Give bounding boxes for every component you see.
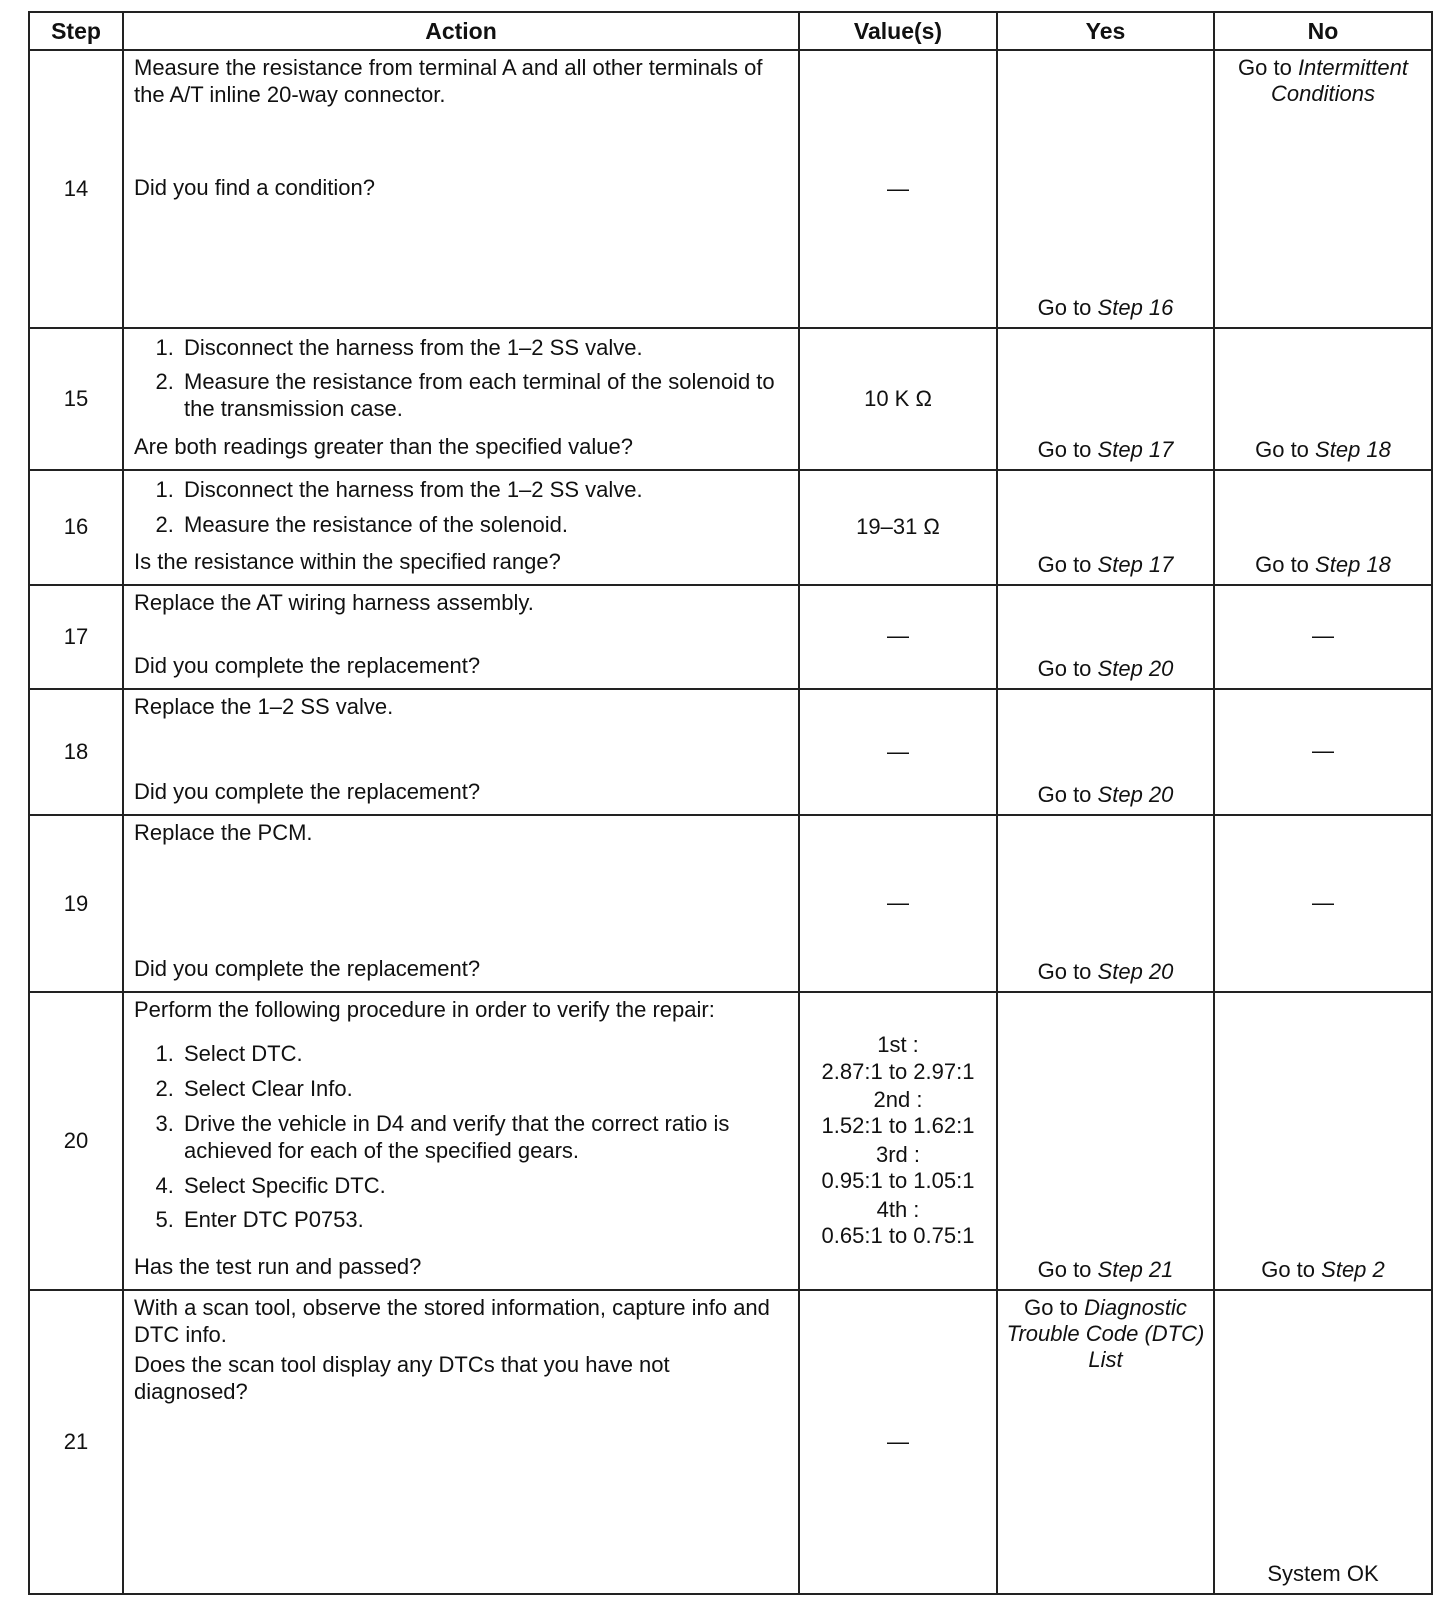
action-step: 5. Enter DTC P0753. xyxy=(180,1207,788,1234)
no-cell xyxy=(1214,1290,1432,1594)
action-steps xyxy=(134,333,788,431)
action-question: Does the scan tool display any DTCs that you have not diagnosed? xyxy=(134,1352,670,1405)
no-result: — xyxy=(1312,889,1334,915)
value-cell: — xyxy=(799,1290,997,1594)
table-row xyxy=(29,585,1432,689)
gear-ratio-list xyxy=(800,1032,996,1249)
gear-range: 0.95:1 to 1.05:1 xyxy=(821,1168,975,1194)
table-row xyxy=(29,815,1432,992)
no-cell xyxy=(1214,815,1432,992)
gear-range: 2.87:1 to 2.97:1 xyxy=(821,1058,975,1084)
action-step: 3. Drive the vehicle in D4 and verify that the correct ratio is achieved for each of the specified gears. xyxy=(180,1111,788,1165)
value-cell: — xyxy=(799,689,997,816)
no-result[interactable]: Go to Step 2 xyxy=(1261,1256,1385,1282)
step-number: 19 xyxy=(29,815,123,992)
table-row xyxy=(29,470,1432,585)
no-result: System OK xyxy=(1267,1561,1379,1586)
step-number: 16 xyxy=(29,470,123,585)
table-row xyxy=(29,992,1432,1290)
no-cell xyxy=(1214,50,1432,328)
header-action: Action xyxy=(123,12,799,50)
action-text: Replace the AT wiring harness assembly. xyxy=(134,589,534,615)
no-cell xyxy=(1214,470,1432,585)
no-result[interactable]: Go to Step 18 xyxy=(1255,551,1391,577)
header-yes: Yes xyxy=(997,12,1214,50)
action-step: 2. Measure the resistance of the solenoid. xyxy=(180,512,788,539)
action-text: Replace the PCM. xyxy=(134,820,313,846)
gear-range: 0.65:1 to 0.75:1 xyxy=(821,1222,975,1248)
action-steps xyxy=(134,1039,788,1242)
no-cell xyxy=(1214,992,1432,1290)
action-cell xyxy=(123,689,799,816)
action-question: Is the resistance within the specified range? xyxy=(134,548,561,574)
action-cell xyxy=(123,470,799,585)
action-step: 1. Disconnect the harness from the 1–2 SS valve. xyxy=(180,335,788,362)
value-cell: — xyxy=(799,585,997,689)
table-row xyxy=(29,50,1432,328)
action-cell xyxy=(123,328,799,470)
no-result: — xyxy=(1312,622,1334,648)
step-number: 17 xyxy=(29,585,123,689)
step-number: 20 xyxy=(29,992,123,1290)
yes-cell xyxy=(997,585,1214,689)
gear-range: 1.52:1 to 1.62:1 xyxy=(821,1113,975,1139)
yes-cell xyxy=(997,815,1214,992)
diagnostic-table xyxy=(28,11,1433,1595)
step-number: 21 xyxy=(29,1290,123,1594)
action-cell xyxy=(123,815,799,992)
no-cell xyxy=(1214,585,1432,689)
header-row xyxy=(29,12,1432,50)
step-number: 18 xyxy=(29,689,123,816)
action-text: Replace the 1–2 SS valve. xyxy=(134,693,394,719)
yes-cell xyxy=(997,328,1214,470)
yes-result[interactable]: Go to Step 16 xyxy=(1037,294,1174,320)
action-question: Did you complete the replacement? xyxy=(134,955,481,981)
action-cell xyxy=(123,50,799,328)
action-text: Measure the resistance from terminal A and all other terminals of the A/T inline 20-way connector. xyxy=(134,55,763,107)
value-cell: — xyxy=(799,815,997,992)
yes-cell xyxy=(997,992,1214,1290)
action-step: 2. Measure the resistance from each terminal of the solenoid to the transmission case. xyxy=(180,369,788,423)
header-no: No xyxy=(1214,12,1432,50)
no-result: — xyxy=(1312,737,1334,763)
action-step: 1. Disconnect the harness from the 1–2 SS valve. xyxy=(180,477,788,504)
yes-cell xyxy=(997,50,1214,328)
gear-label: 3rd : xyxy=(875,1141,921,1167)
action-step: 1. Select DTC. xyxy=(180,1041,788,1068)
yes-result[interactable]: Go to Step 20 xyxy=(1037,655,1174,681)
no-cell xyxy=(1214,328,1432,470)
header-step: Step xyxy=(29,12,123,50)
action-steps xyxy=(134,475,788,547)
table-row xyxy=(29,689,1432,816)
yes-result[interactable]: Go to Step 20 xyxy=(1037,958,1174,984)
yes-result[interactable]: Go to Step 17 xyxy=(1037,551,1174,577)
gear-label: 4th : xyxy=(876,1196,920,1222)
step-number: 14 xyxy=(29,50,123,328)
action-question: Has the test run and passed? xyxy=(134,1253,422,1279)
yes-cell xyxy=(997,689,1214,816)
yes-cell xyxy=(997,1290,1214,1594)
no-cell xyxy=(1214,689,1432,816)
no-result[interactable]: Go to Step 18 xyxy=(1255,436,1391,462)
value-cell xyxy=(799,992,997,1290)
no-result[interactable]: Go to Intermittent Conditions xyxy=(1238,55,1408,106)
action-question: Did you complete the replacement? xyxy=(134,779,481,805)
gear-label: 2nd : xyxy=(873,1087,923,1112)
table-row xyxy=(29,328,1432,470)
value-cell: 19–31 Ω xyxy=(799,470,997,585)
action-cell xyxy=(123,992,799,1290)
step-number: 15 xyxy=(29,328,123,470)
yes-result[interactable]: Go to Step 17 xyxy=(1037,436,1174,462)
yes-result[interactable]: Go to Step 20 xyxy=(1037,782,1174,808)
action-text: With a scan tool, observe the stored information, capture info and DTC info. xyxy=(134,1294,770,1347)
gear-label: 1st : xyxy=(877,1032,919,1058)
action-step: 2. Select Clear Info. xyxy=(180,1076,788,1103)
yes-cell xyxy=(997,470,1214,585)
action-question: Did you find a condition? xyxy=(134,174,375,200)
action-question: Did you complete the replacement? xyxy=(134,652,481,678)
header-values: Value(s) xyxy=(799,12,997,50)
action-text: Perform the following procedure in order to verify the repair: xyxy=(134,996,715,1022)
action-cell xyxy=(123,1290,799,1594)
action-question: Are both readings greater than the specified value? xyxy=(134,433,633,459)
value-cell: — xyxy=(799,50,997,328)
value-cell: 10 K Ω xyxy=(799,328,997,470)
action-step: 4. Select Specific DTC. xyxy=(180,1173,788,1200)
table-row xyxy=(29,1290,1432,1594)
yes-result[interactable]: Go to Diagnostic Trouble Code (DTC) List xyxy=(1006,1294,1205,1372)
yes-result[interactable]: Go to Step 21 xyxy=(1037,1256,1174,1282)
action-cell xyxy=(123,585,799,689)
